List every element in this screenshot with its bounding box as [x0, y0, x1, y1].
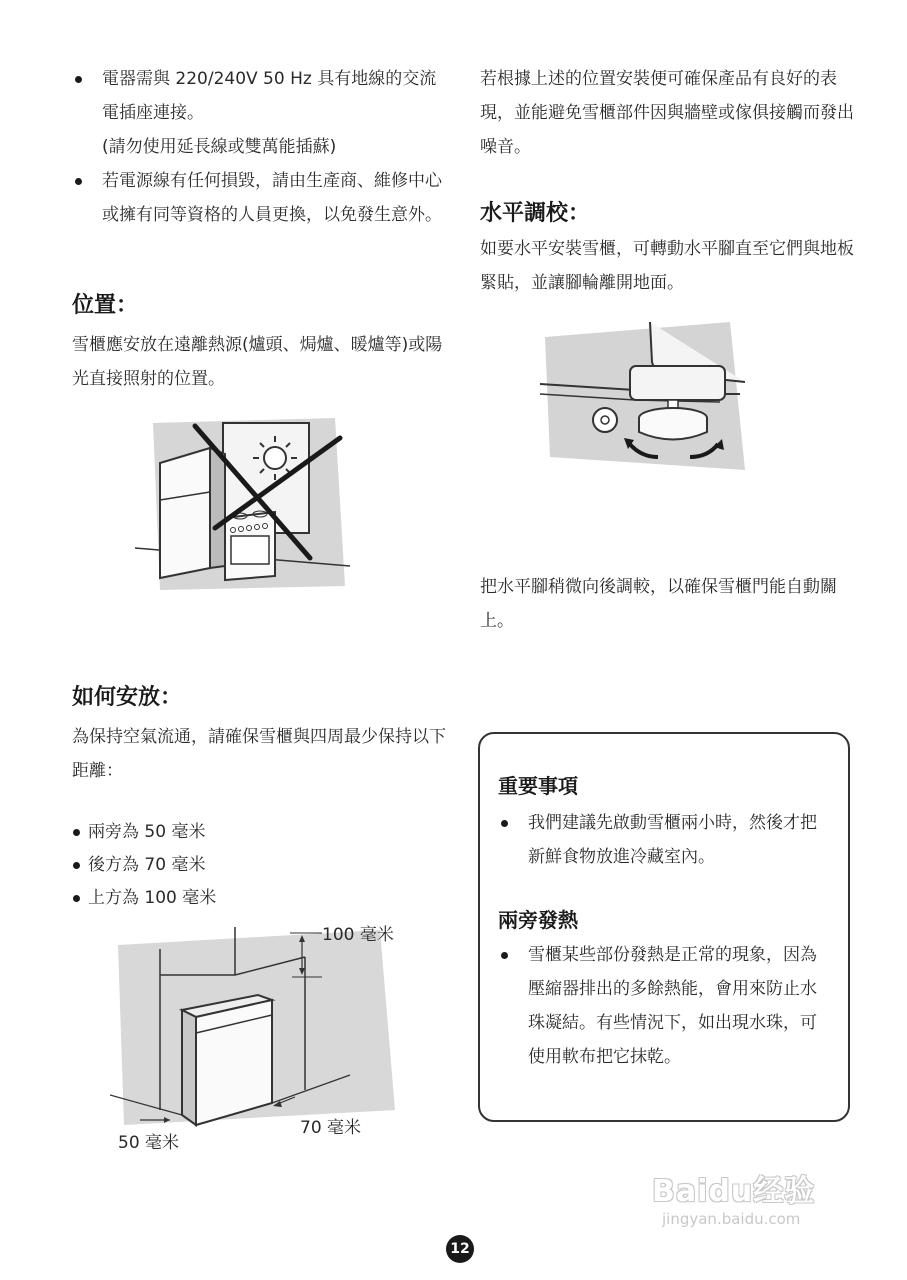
fridge-base [630, 366, 725, 400]
heat-list [498, 938, 818, 1074]
list-item: 雪櫃某些部份發熱是正常的現象，因為壓縮器排出的多餘熱能，會用來防止水珠凝結。有些情況下，如出現水珠，可使用軟布把它抹乾。 [498, 938, 818, 1074]
top-clearance-label: 100 毫米 [322, 925, 394, 945]
location-text: 雪櫃應安放在遠離熱源(爐頭、焗爐、暖爐等)或陽光直接照射的位置。 [72, 335, 443, 389]
leveling-heading: 水平調校： [480, 201, 591, 226]
fridge-icon [160, 448, 210, 578]
list-item: 電器需與 220/240V 50 Hz 具有地線的交流電插座連接。 (請勿使用延長線或雙萬能插蘇) [72, 62, 452, 164]
fridge-icon [196, 1000, 272, 1125]
list-item: 若電源線有任何損毀，請由生產商、維修中心或擁有同等資格的人員更換，以免發生意外。 [72, 164, 452, 232]
placement-heading: 如何安放： [72, 685, 183, 710]
clearance-diagram [110, 915, 400, 1160]
list-item: 後方為 70 毫米 [72, 849, 372, 882]
power-requirements-list [72, 62, 452, 232]
page-number: 12 [446, 1235, 474, 1263]
list-item: 上方為 100 毫米 [72, 882, 372, 915]
list-item: 兩旁為 50 毫米 [72, 816, 372, 849]
baidu-watermark-url: jingyan.baidu.com [662, 1210, 801, 1228]
side-clearance-label: 50 毫米 [118, 1133, 180, 1153]
notice-box [478, 732, 850, 1122]
location-heading: 位置： [72, 293, 139, 318]
clearance-list [72, 816, 372, 915]
placement-text: 為保持空氣流通，請確保雪櫃與四周最少保持以下距離： [72, 727, 446, 781]
heat-heading: 兩旁發熱 [498, 908, 578, 932]
leveling-text: 如要水平安裝雪櫃，可轉動水平腳直至它們與地板緊貼，並讓腳輪離開地面。 [480, 239, 854, 293]
back-clearance-label: 70 毫米 [300, 1118, 362, 1138]
important-list [498, 806, 818, 874]
important-heading: 重要事項 [498, 774, 578, 798]
leveling-foot-illustration [540, 322, 750, 474]
list-item: 我們建議先啟動雪櫃兩小時，然後才把新鮮食物放進冷藏室內。 [498, 806, 818, 874]
location-illustration [135, 418, 350, 590]
intro-text: 若根據上述的位置安裝便可確保產品有良好的表現，並能避免雪櫃部件因與牆壁或傢俱接觸而發出噪音。 [480, 69, 854, 157]
sun-icon [264, 447, 286, 469]
adjust-text: 把水平腳稍微向後調較，以確保雪櫃門能自動關上。 [480, 577, 837, 631]
baidu-watermark-logo: Baidu经验 [652, 1174, 816, 1209]
